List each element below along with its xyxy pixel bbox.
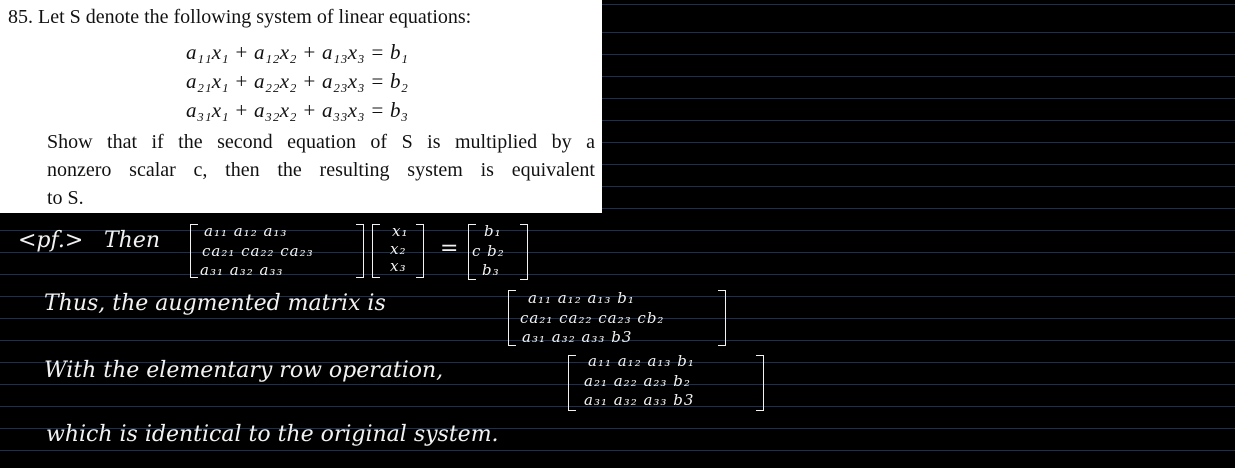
rowop-left-bracket (568, 355, 576, 411)
textbook-problem (0, 0, 602, 213)
x-3: x₃ (390, 257, 407, 275)
equation-2: a₂₁x₁ + a₂₂x₂ + a₂₃x₃ = b₂ (186, 69, 409, 93)
x-1: x₁ (392, 222, 409, 240)
coef-row-1: a₁₁ a₁₂ a₁₃ (204, 222, 288, 240)
rowop-row-3: a₃₁ a₃₂ a₃₃ b3 (584, 391, 695, 409)
x-right-bracket (416, 224, 424, 278)
with-sentence: With the elementary row operation, (44, 358, 444, 383)
coef-left-bracket (190, 224, 198, 278)
equals-sign: = (440, 236, 459, 261)
statement-line-3: to S. (47, 187, 84, 209)
problem-heading (8, 6, 471, 29)
rowop-right-bracket (756, 355, 764, 411)
coef-row-3: a₃₁ a₃₂ a₃₃ (200, 261, 284, 279)
rowop-row-1: a₁₁ a₁₂ a₁₃ b₁ (588, 352, 695, 370)
aug-row-2: ca₂₁ ca₂₂ ca₂₃ cb₂ (520, 309, 665, 327)
problem-number: 85. (8, 6, 33, 28)
x-left-bracket (372, 224, 380, 278)
b-3: b₃ (482, 261, 500, 279)
b-2: c b₂ (472, 242, 505, 260)
statement-line-1: Show that if the second equation of S is multiplied by a (47, 131, 595, 153)
equation-1: a₁₁x₁ + a₁₂x₂ + a₁₃x₃ = b₁ (186, 40, 409, 64)
thus-sentence: Thus, the augmented matrix is (44, 291, 386, 316)
problem-intro: Let S denote the following system of linear equations: (38, 6, 472, 28)
aug-left-bracket (508, 290, 516, 346)
equation-3: a₃₁x₁ + a₃₂x₂ + a₃₃x₃ = b₃ (186, 98, 409, 122)
aug-right-bracket (718, 290, 726, 346)
proof-label: <pf.> (18, 228, 84, 253)
b-1: b₁ (484, 222, 502, 240)
aug-row-3: a₃₁ a₃₂ a₃₃ b3 (522, 328, 633, 346)
coef-right-bracket (356, 224, 364, 278)
x-2: x₂ (390, 240, 407, 258)
rowop-row-2: a₂₁ a₂₂ a₂₃ b₂ (584, 372, 691, 390)
problem-statement (47, 128, 595, 212)
coef-row-2: ca₂₁ ca₂₂ ca₂₃ (202, 242, 314, 260)
statement-line-2: nonzero scalar c, then the resulting system is equivalent (47, 159, 595, 181)
then-word: Then (104, 228, 161, 253)
aug-row-1: a₁₁ a₁₂ a₁₃ b₁ (528, 289, 635, 307)
conclusion-sentence: which is identical to the original system. (46, 422, 499, 447)
b-right-bracket (520, 224, 528, 280)
